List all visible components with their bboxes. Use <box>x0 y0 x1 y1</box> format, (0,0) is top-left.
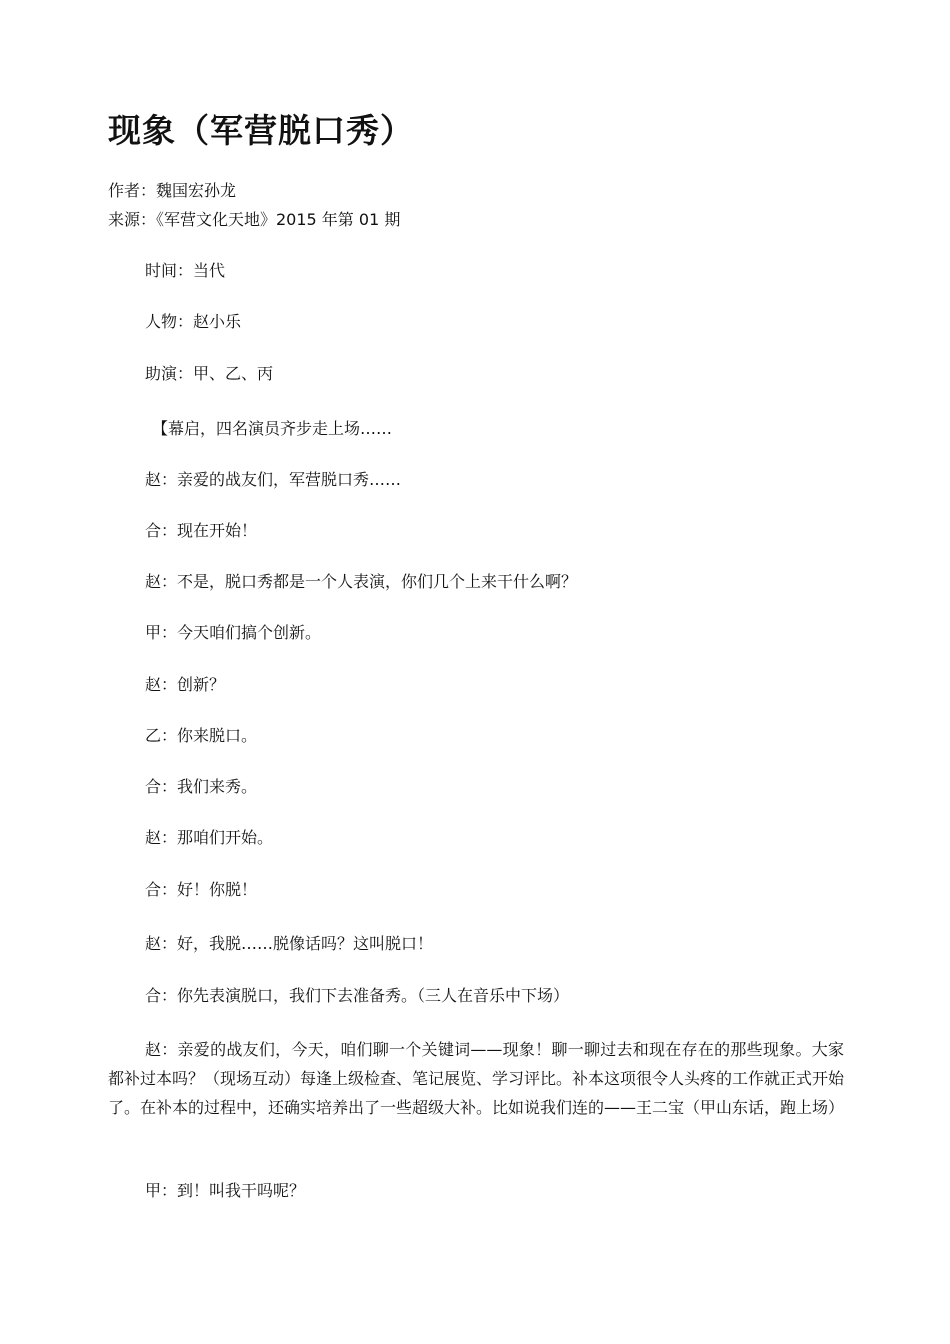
document-title: 现象（军营脱口秀） <box>108 111 414 150</box>
dialogue-line: 合：你先表演脱口，我们下去准备秀。（三人在音乐中下场） <box>145 986 570 1005</box>
dialogue-line: 赵：那咱们开始。 <box>145 828 274 847</box>
dialogue-line: 合：我们来秀。 <box>145 777 258 796</box>
stage-direction: 【幕启，四名演员齐步走上场…… <box>152 419 393 438</box>
dialogue-line: 赵：亲爱的战友们，军营脱口秀…… <box>145 470 402 489</box>
script-line-time: 时间：当代 <box>145 261 226 280</box>
author-line: 作者：魏国宏孙龙 <box>108 181 237 200</box>
dialogue-line: 赵：好，我脱……脱像话吗？这叫脱口！ <box>145 934 434 953</box>
dialogue-paragraph: 赵：亲爱的战友们，今天，咱们聊一个关键词——现象！聊一聊过去和现在存在的那些现象。大家都补过本吗？（现场互动）每逢上级检查、笔记展览、学习评比。补本这项很令人头疼的工作就正式开始了。在补本的过程中，还确实培养出了一些超级大补。比如说我们连的——王二宝（甲山东话，跑上场） <box>108 1040 845 1117</box>
dialogue-line: 合：现在开始！ <box>145 521 258 540</box>
dialogue-line: 赵：不是，脱口秀都是一个人表演，你们几个上来干什么啊？ <box>145 572 578 591</box>
dialogue-line: 甲：到！叫我干吗呢？ <box>145 1181 306 1200</box>
script-line-characters: 人物：赵小乐 <box>145 312 242 331</box>
script-line-supporting-cast: 助演：甲、乙、丙 <box>145 364 274 383</box>
dialogue-line: 赵：创新？ <box>145 675 226 694</box>
dialogue-line: 乙：你来脱口。 <box>145 726 258 745</box>
dialogue-line: 合：好！你脱！ <box>145 880 258 899</box>
dialogue-line: 甲：今天咱们搞个创新。 <box>145 623 322 642</box>
source-line: 来源：《军营文化天地》2015 年第 01 期 <box>108 210 401 229</box>
